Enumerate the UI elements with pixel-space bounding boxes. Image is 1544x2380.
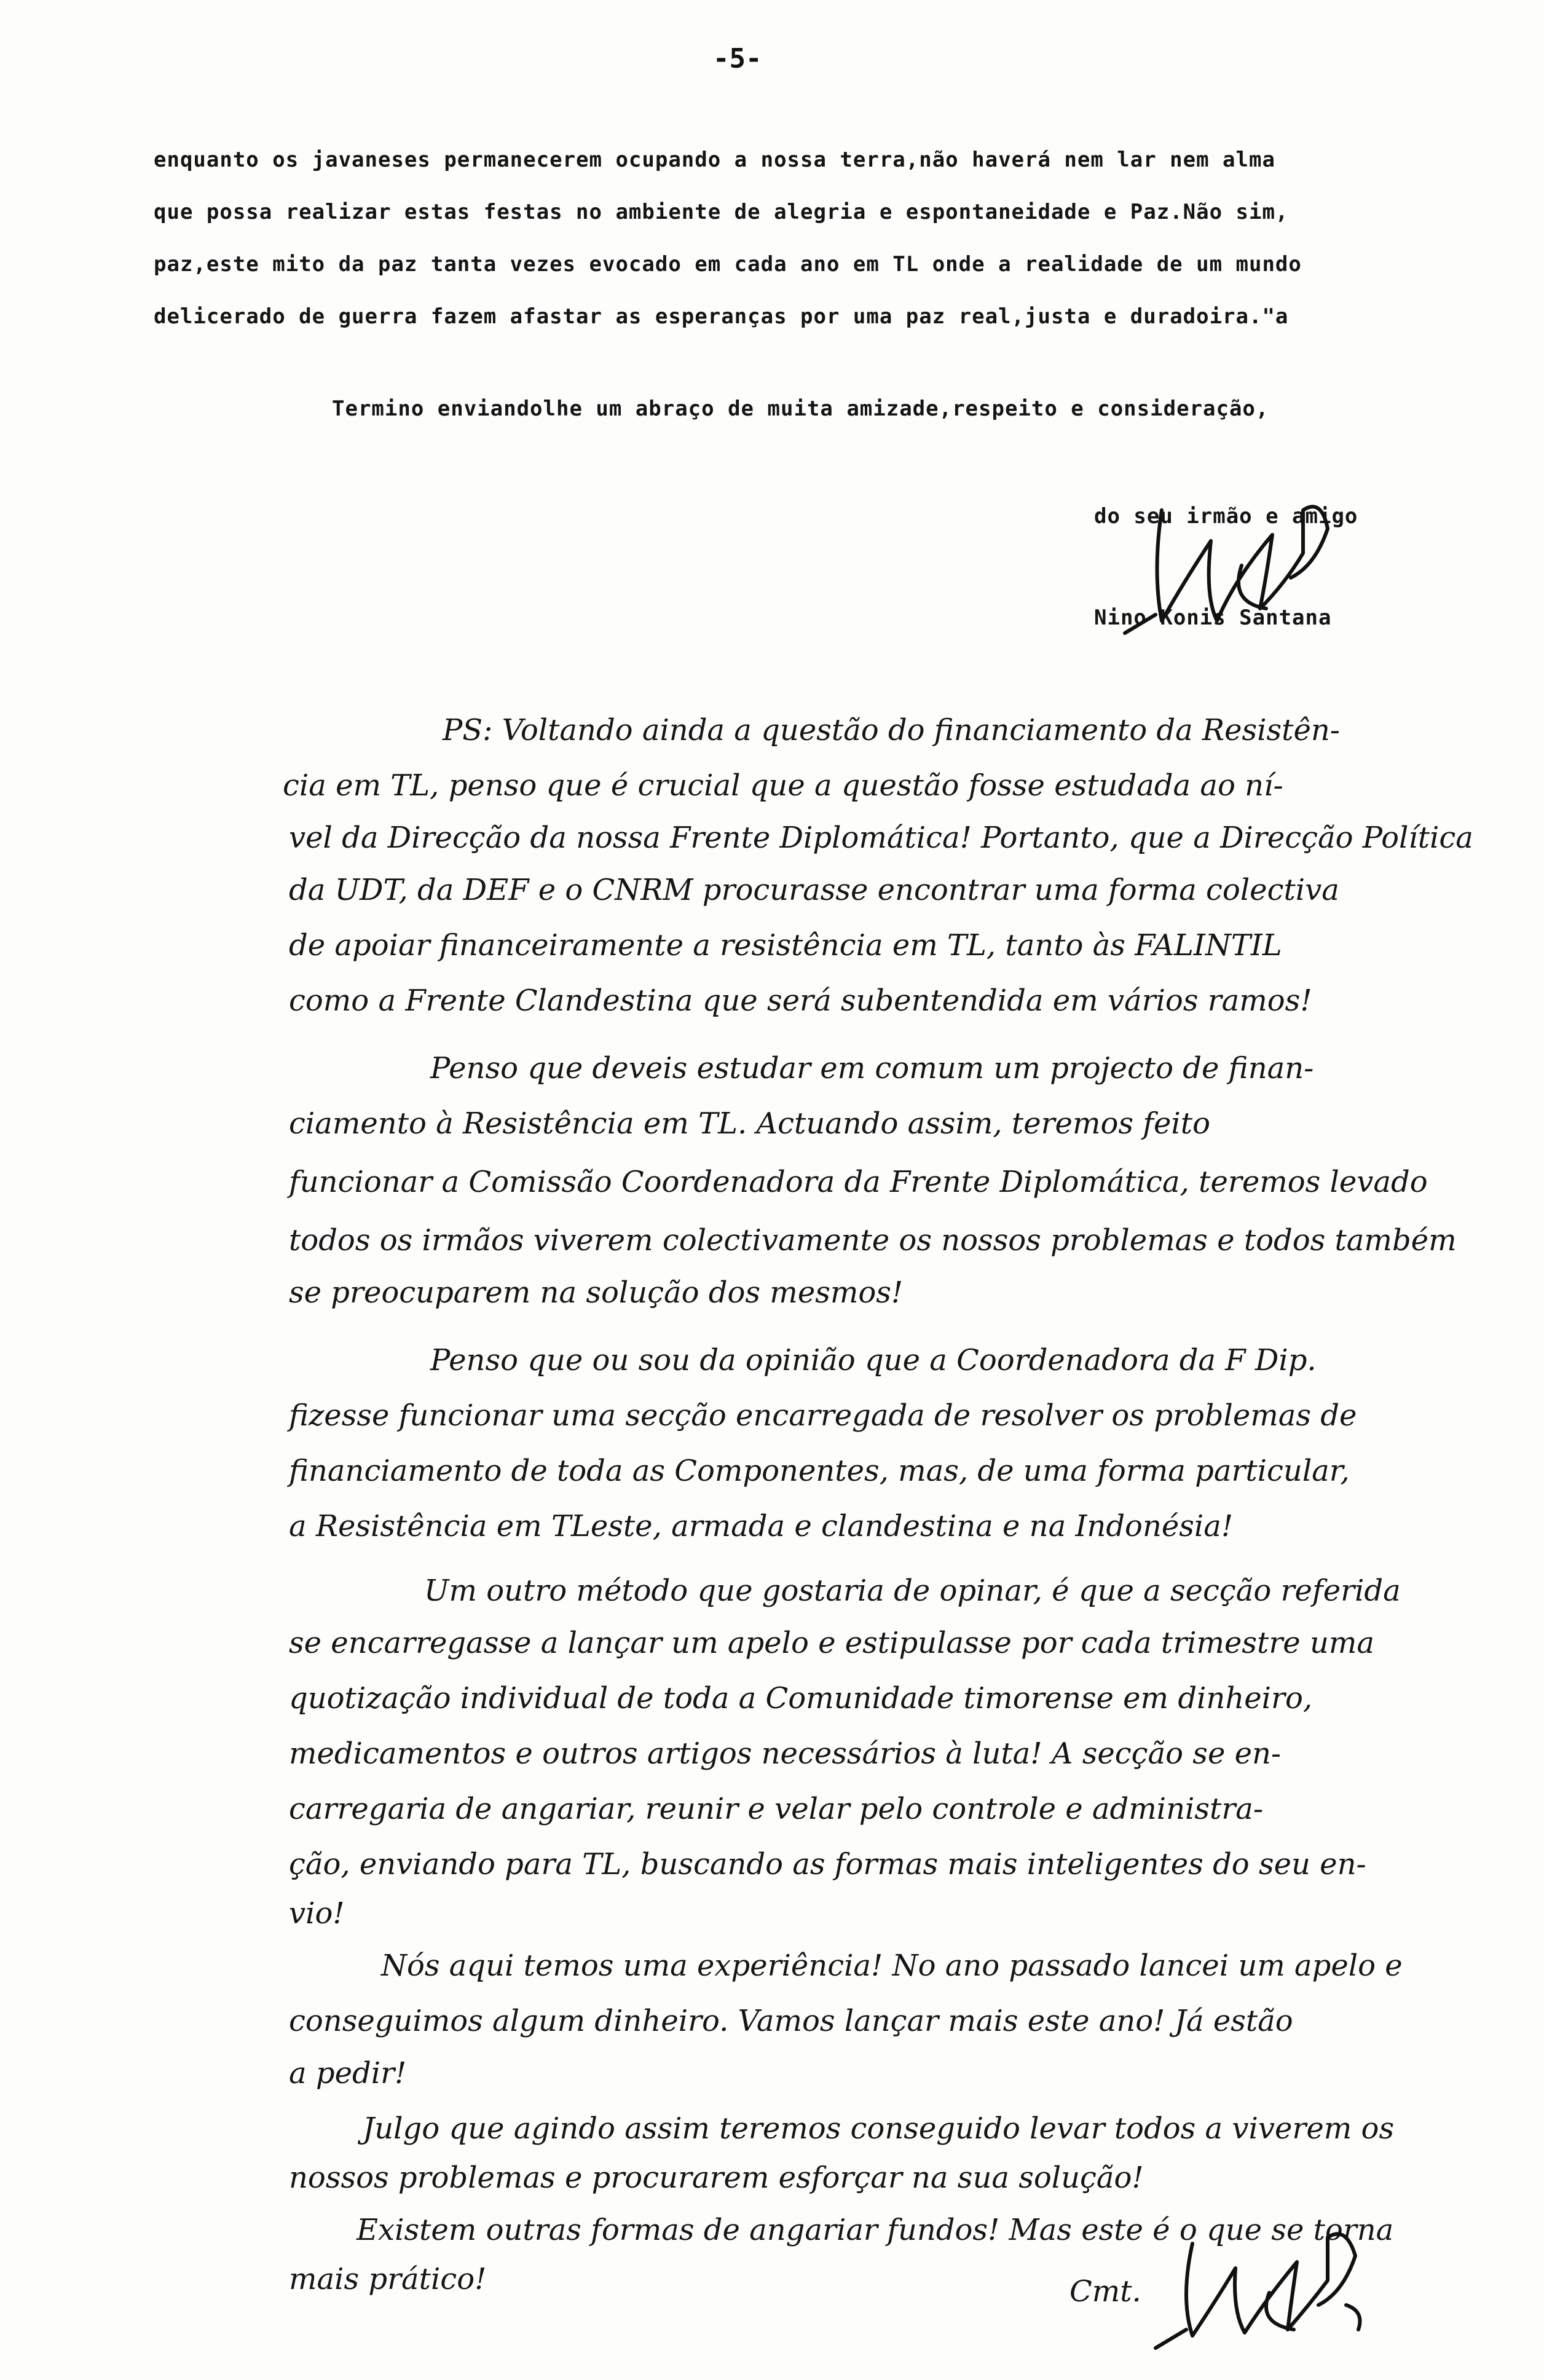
signature-image-2 xyxy=(1143,2207,1389,2366)
signer-name: Nino Konis Santana xyxy=(1094,605,1332,630)
handwritten-line: Existem outras formas de angariar fundos! Mas este é o que se torna xyxy=(356,2213,1394,2247)
handwritten-line: mais prático! xyxy=(289,2262,487,2296)
handwritten-line: a Resistência em TLeste, armada e clandestina e na Indonésia! xyxy=(289,1509,1234,1543)
handwritten-line: como a Frente Clandestina que será subentendida em vários ramos! xyxy=(289,983,1312,1018)
handwritten-line: cia em TL, penso que é crucial que a questão fosse estudada ao ní- xyxy=(283,768,1283,803)
handwritten-line: vio! xyxy=(289,1896,345,1931)
handwritten-line: fizesse funcionar uma secção encarregada de resolver os problemas de xyxy=(289,1398,1357,1433)
handwritten-line: quotização individual de toda a Comunidade timorense em dinheiro, xyxy=(289,1681,1313,1716)
handwritten-line: carregaria de angariar, reunir e velar pelo controle e administra- xyxy=(289,1792,1264,1826)
handwritten-line: funcionar a Comissão Coordenadora da Frente Diplomática, teremos levado xyxy=(289,1165,1428,1199)
handwritten-line: de apoiar financeiramente a resistência em TL, tanto às FALINTIL xyxy=(289,928,1282,963)
handwritten-line: ciamento à Resistência em TL. Actuando assim, teremos feito xyxy=(289,1106,1210,1141)
signature-image xyxy=(1119,473,1365,658)
signoff-line: do seu irmão e amigo xyxy=(1094,504,1358,529)
handwritten-line: todos os irmãos viverem colectivamente os nossos problemas e todos também xyxy=(289,1223,1457,1258)
handwritten-line: Um outro método que gostaria de opinar, é que a secção referida xyxy=(424,1574,1401,1608)
handwritten-line: Penso que deveis estudar em comum um projecto de finan- xyxy=(430,1051,1314,1086)
handwritten-line: ção, enviando para TL, buscando as formas mais inteligentes do seu en- xyxy=(289,1847,1366,1882)
typed-line: que possa realizar estas festas no ambiente de alegria e espontaneidade e Paz.Não sim, xyxy=(154,200,1289,224)
typed-line: delicerado de guerra fazem afastar as esperanças por uma paz real,justa e duradoira."a xyxy=(154,304,1289,329)
handwritten-line: da UDT, da DEF e o CNRM procurasse encontrar uma forma colectiva xyxy=(289,873,1339,907)
closing-line: Termino enviandolhe um abraço de muita amizade,respeito e consideração, xyxy=(332,396,1269,421)
handwritten-line: Penso que ou sou da opinião que a Coordenadora da F Dip. xyxy=(430,1343,1317,1377)
handwritten-line: conseguimos algum dinheiro. Vamos lançar mais este ano! Já estão xyxy=(289,2004,1293,2038)
typed-line: enquanto os javaneses permanecerem ocupando a nossa terra,não haverá nem lar nem alma xyxy=(154,148,1275,172)
handwritten-line: Julgo que agindo assim teremos conseguido levar todos a viverem os xyxy=(363,2111,1395,2146)
handwritten-line: se encarregasse a lançar um apelo e estipulasse por cada trimestre uma xyxy=(289,1626,1374,1660)
typed-line: paz,este mito da paz tanta vezes evocado em cada ano em TL onde a realidade de um mundo xyxy=(154,252,1302,277)
handwritten-line: nossos problemas e procurarem esforçar na sua solução! xyxy=(289,2161,1144,2195)
handwritten-line: a pedir! xyxy=(289,2056,407,2090)
page-number: -5- xyxy=(713,43,762,74)
handwritten-line: vel da Direcção da nossa Frente Diplomática! Portanto, que a Direcção Política xyxy=(289,821,1473,855)
handwritten-line: Nós aqui temos uma experiência! No ano passado lancei um apelo e xyxy=(381,1949,1403,1983)
handwritten-line: PS: Voltando ainda a questão do financiamento da Resistên- xyxy=(443,713,1340,747)
handwritten-line: financiamento de toda as Componentes, mas, de uma forma particular, xyxy=(289,1454,1350,1488)
handwritten-line: se preocuparem na solução dos mesmos! xyxy=(289,1275,904,1310)
handwritten-line: medicamentos e outros artigos necessários à luta! A secção se en- xyxy=(289,1736,1282,1771)
closing-abbreviation: Cmt. xyxy=(1069,2274,1141,2309)
